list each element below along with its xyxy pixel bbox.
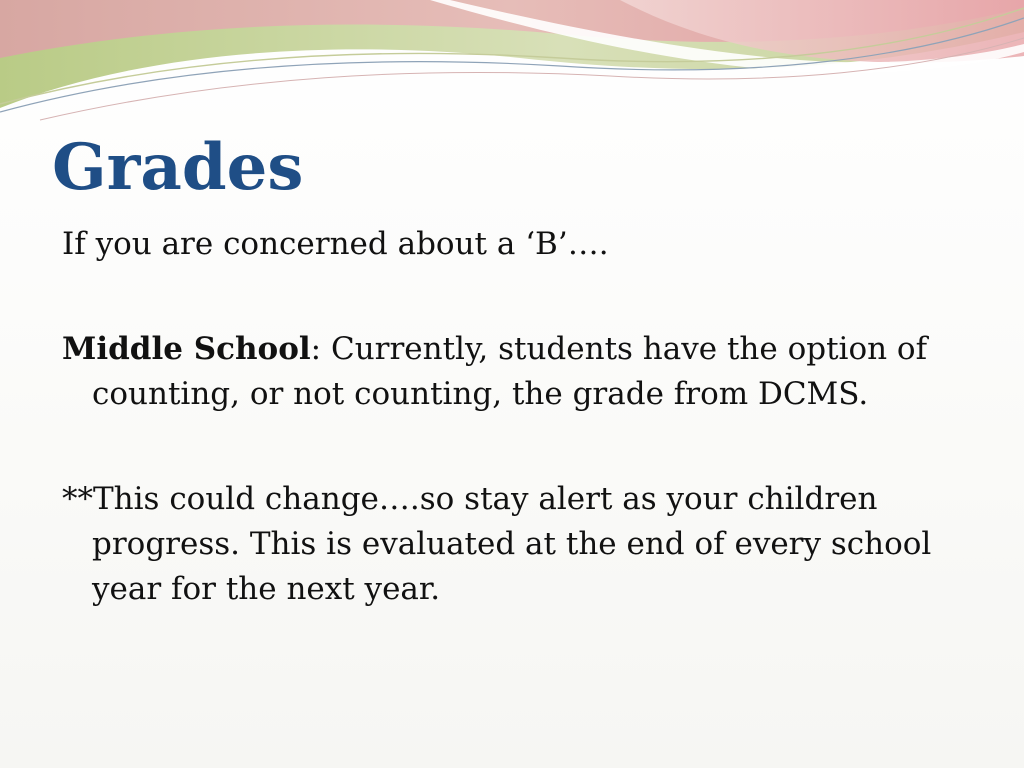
paragraph-spacer: [62, 267, 962, 327]
note-paragraph: **This could change….so stay alert as your children progress. This is evaluated at the end of every school year for the next year.: [62, 481, 932, 607]
middle-school-text: : Currently, students have the option of counting, or not counting, the grade from DCMS.: [92, 331, 928, 412]
slide-title: Grades: [52, 130, 304, 205]
slide-body: [62, 222, 962, 612]
intro-paragraph: If you are concerned about a ‘B’….: [62, 226, 609, 262]
decorative-header-wave: [0, 0, 1024, 130]
middle-school-paragraph: [62, 327, 962, 417]
paragraph-spacer: [62, 417, 962, 477]
middle-school-label: Middle School: [62, 331, 311, 367]
